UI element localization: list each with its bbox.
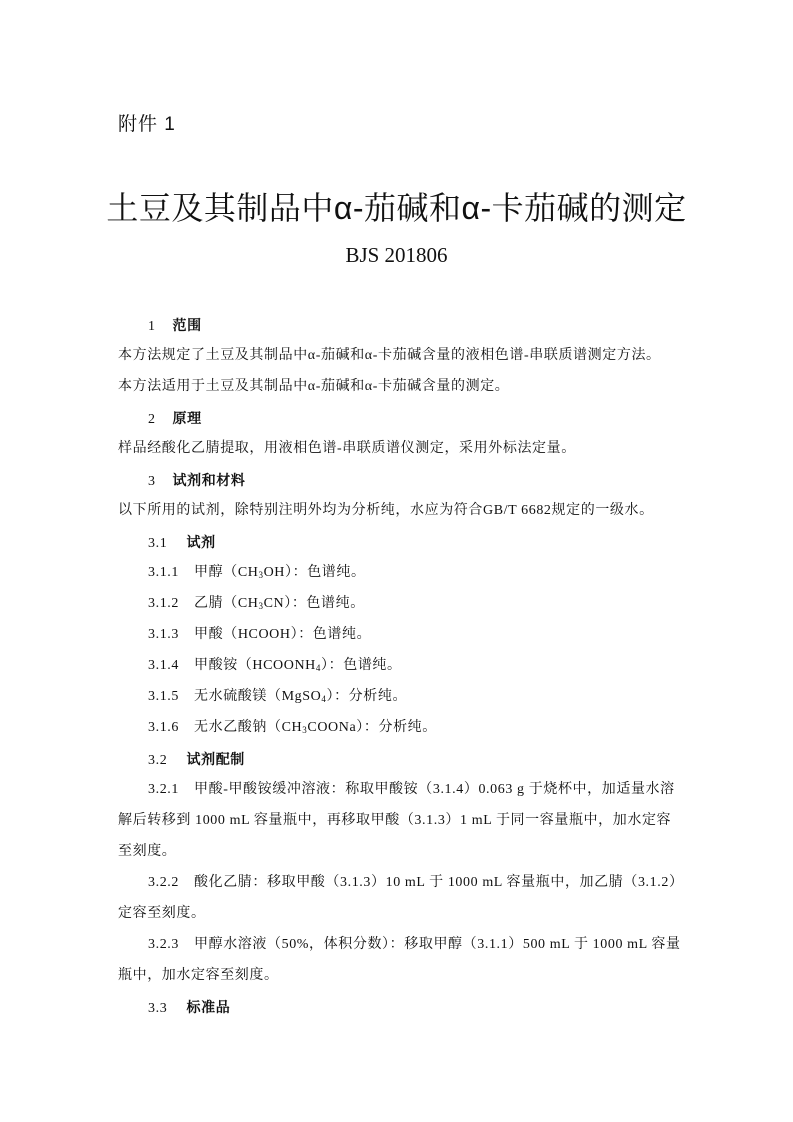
item-number: 3.2.3	[148, 937, 179, 952]
reagent-name: 无水乙酸钠（	[194, 720, 282, 735]
formula: OH	[263, 565, 285, 580]
paragraph-line: 瓶中，加水定容至刻度。	[118, 968, 279, 983]
preparation-item-3-2-2	[148, 873, 684, 893]
item-number: 3.1.6	[148, 720, 179, 735]
paragraph-line: 解后转移到 1000 mL 容量瓶中，再移取甲酸（3.1.3）1 mL 于同一容量瓶中，加水定容	[118, 813, 672, 828]
reagent-item	[148, 718, 437, 738]
section-number: 3.2	[148, 753, 168, 768]
paragraph-line: 至刻度。	[118, 844, 177, 859]
formula-subscript: 4	[315, 663, 322, 673]
formula: HCOONH	[252, 658, 316, 673]
reagent-name: 无水硫酸镁（	[194, 689, 282, 704]
reagent-grade: ）：色谱纯。	[285, 565, 366, 580]
section-title: 试剂配制	[186, 751, 245, 767]
item-number: 3.1.3	[148, 627, 179, 642]
reagent-item	[148, 563, 366, 583]
formula: CN	[263, 596, 285, 611]
formula-subscript: 3	[258, 570, 264, 580]
paragraph-line: 甲醇水溶液（50%，体积分数）：移取甲醇（3.1.1）500 mL 于 1000 mL 容量	[194, 937, 681, 952]
reagent-grade: ）：分析纯。	[356, 720, 437, 735]
section-heading-2	[148, 408, 202, 430]
formula-subscript: 3	[258, 601, 264, 611]
paragraph: 以下所用的试剂，除特别注明外均为分析纯，水应为符合GB/T 6682规定的一级水。	[118, 503, 654, 518]
reagent-name: 乙腈（	[194, 596, 238, 611]
section-heading-3-1	[148, 532, 216, 554]
section-title: 试剂	[186, 534, 216, 550]
item-number: 3.2.1	[148, 782, 179, 797]
reagent-item	[148, 687, 407, 707]
section-title: 原理	[172, 410, 202, 426]
reagent-grade: ）：色谱纯。	[321, 658, 402, 673]
formula-subscript: 4	[321, 694, 327, 704]
item-number: 3.1.2	[148, 596, 179, 611]
reagent-grade: ）：色谱纯。	[290, 627, 372, 642]
section-number: 2	[148, 412, 156, 427]
section-title: 标准品	[186, 999, 231, 1015]
section-heading-3	[148, 470, 246, 492]
reagent-item	[148, 594, 365, 614]
section-number: 3.3	[148, 1001, 168, 1016]
reagent-grade: ）：色谱纯。	[284, 596, 365, 611]
document-title: 土豆及其制品中α-茄碱和α-卡茄碱的测定	[106, 190, 687, 226]
standard-code: BJS 201806	[345, 243, 448, 267]
item-number: 3.1.1	[148, 565, 179, 580]
paragraph-line: 酸化乙腈：移取甲酸（3.1.3）10 mL 于 1000 mL 容量瓶中，加乙腈（3.1.2）	[194, 875, 684, 890]
reagent-grade: ）：分析纯。	[326, 689, 408, 704]
reagent-item	[148, 656, 402, 676]
paragraph: 本方法规定了土豆及其制品中α-茄碱和α-卡茄碱含量的液相色谱-串联质谱测定方法。	[118, 348, 661, 363]
item-number: 3.1.4	[148, 658, 179, 673]
formula: CH	[237, 596, 259, 611]
section-title: 试剂和材料	[172, 472, 246, 488]
item-number: 3.1.5	[148, 689, 179, 704]
formula-subscript: 3	[302, 725, 308, 735]
formula: CH	[281, 720, 303, 735]
preparation-item-3-2-3	[148, 935, 681, 955]
formula: MgSO	[281, 689, 322, 704]
paragraph: 样品经酸化乙腈提取，用液相色谱-串联质谱仪测定，采用外标法定量。	[118, 441, 576, 456]
formula: CH	[237, 565, 259, 580]
paragraph: 本方法适用于土豆及其制品中α-茄碱和α-卡茄碱含量的测定。	[118, 379, 510, 394]
reagent-name: 甲醇（	[194, 565, 238, 580]
section-heading-1	[148, 315, 202, 337]
reagent-name: 甲酸铵（	[194, 658, 253, 673]
paragraph-line: 定容至刻度。	[118, 906, 206, 921]
preparation-item-3-2-1	[148, 780, 674, 800]
section-title: 范围	[172, 317, 202, 333]
section-heading-3-3	[148, 997, 230, 1019]
item-number: 3.2.2	[148, 875, 179, 890]
section-heading-3-2	[148, 749, 245, 771]
section-number: 3	[148, 474, 156, 489]
reagent-name: 甲酸（	[194, 627, 238, 642]
reagent-item	[148, 625, 371, 645]
formula: COONa	[307, 720, 357, 735]
section-number: 3.1	[148, 536, 168, 551]
attachment-label: 附件 1	[118, 114, 176, 135]
section-number: 1	[148, 319, 156, 334]
formula: HCOOH	[237, 627, 291, 642]
paragraph-line: 甲酸-甲酸铵缓冲溶液：称取甲酸铵（3.1.4）0.063 g 于烧杯中，加适量水溶	[194, 782, 675, 797]
